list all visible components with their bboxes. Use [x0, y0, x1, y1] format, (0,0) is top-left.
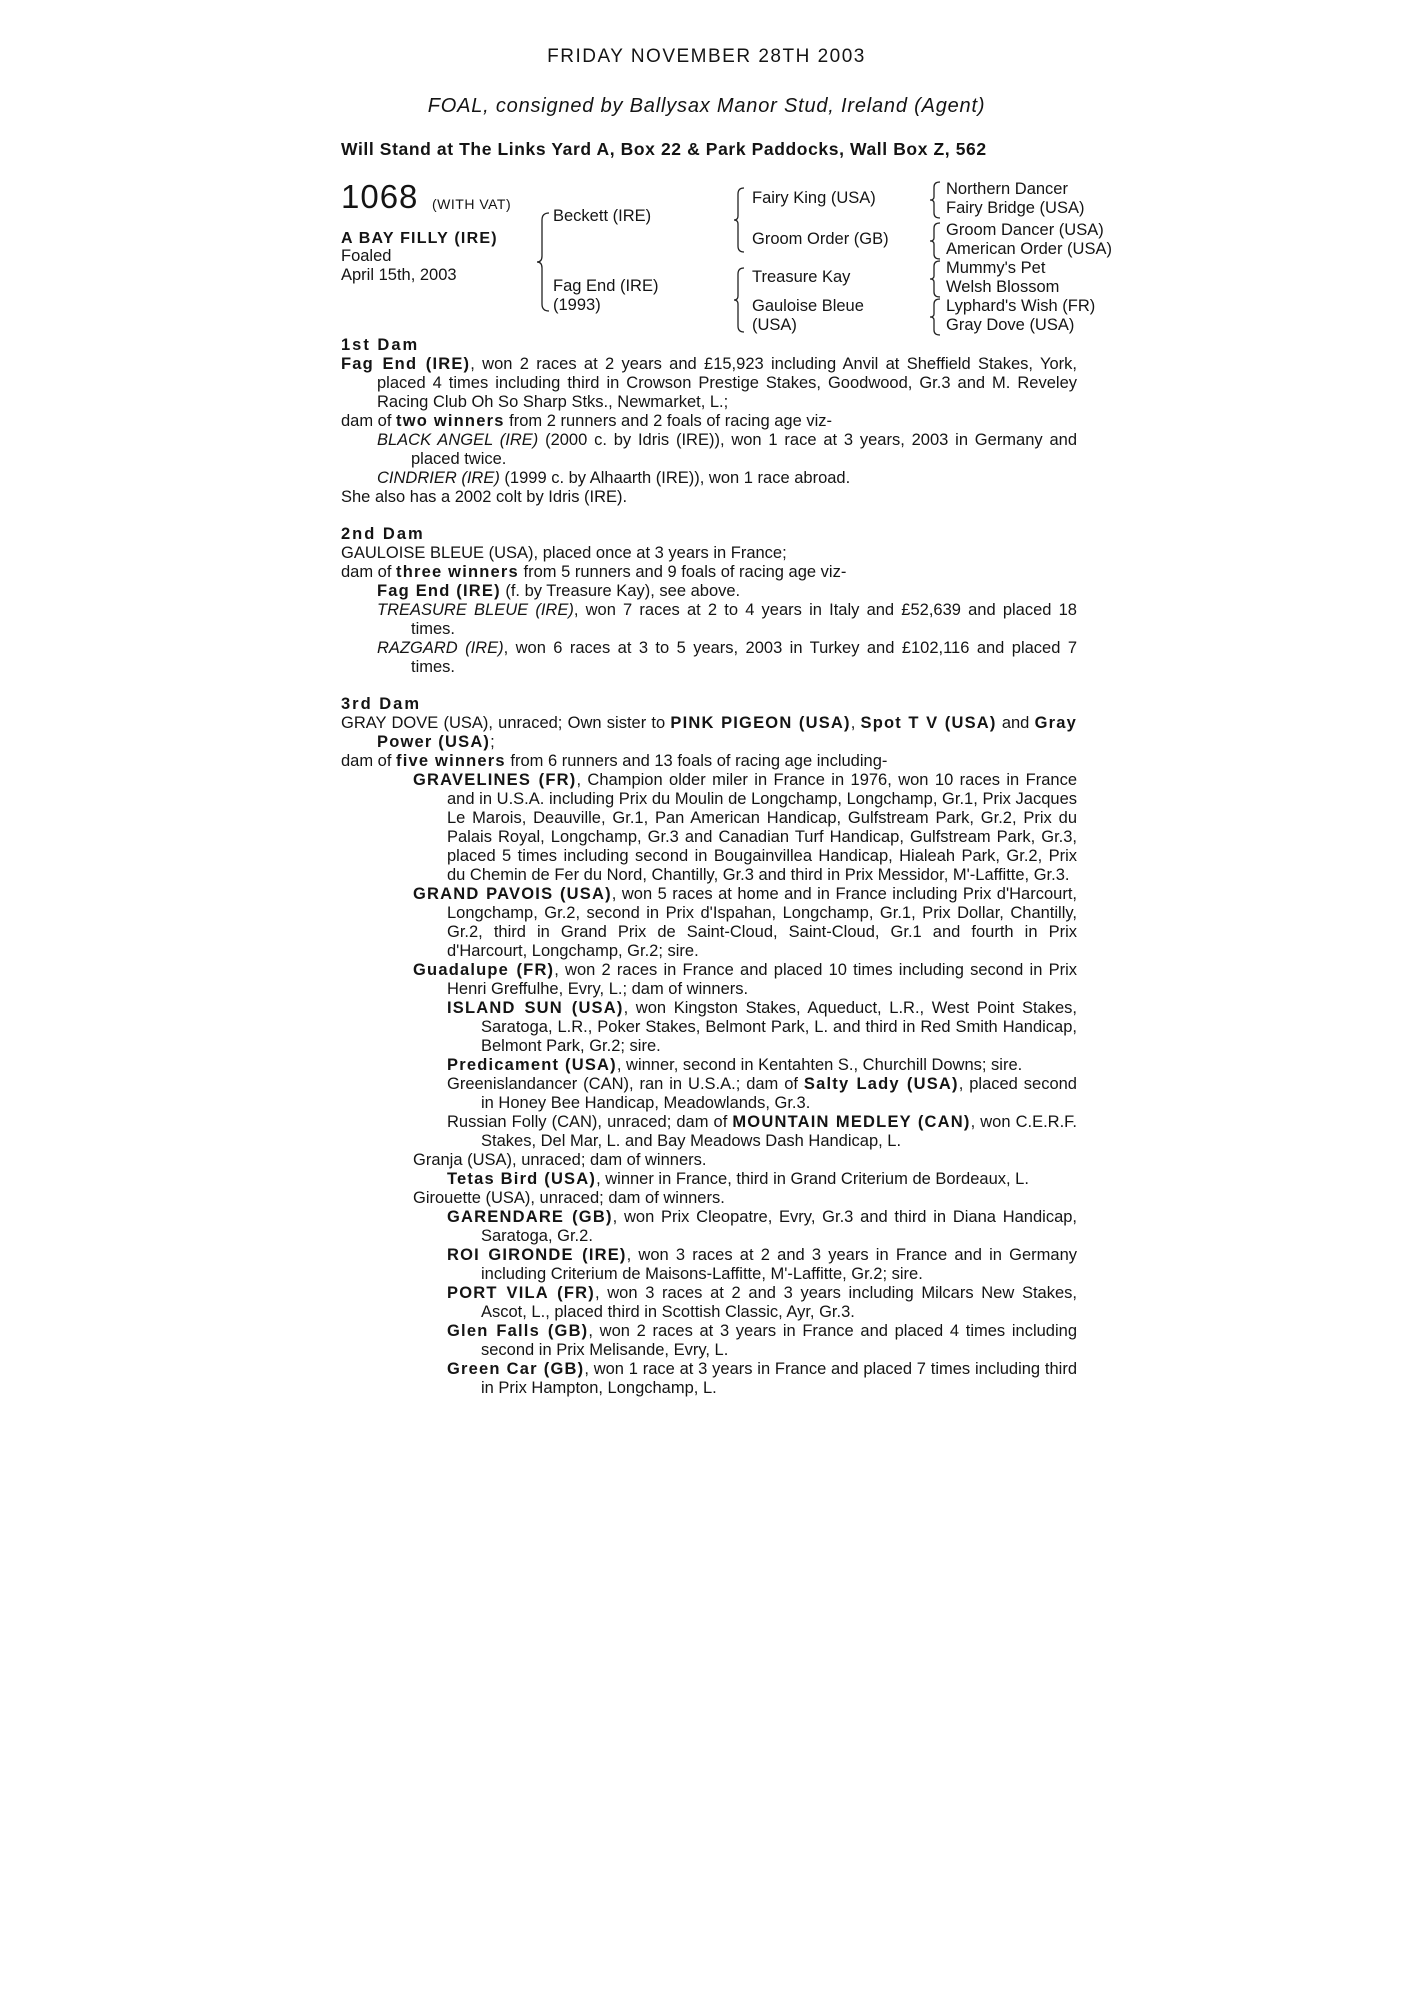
grandoffspring-roi-gironde: ROI GIRONDE (IRE), won 3 races at 2 and 3 years in France and in Germany including Criterium de Maisons-Laffitte, M'-Laffitte, Gr.2; sire. — [447, 1246, 1077, 1283]
pedigree-g8: Gray Dove (USA) — [946, 316, 1075, 334]
grandoffspring-green-car: Green Car (GB), won 1 race at 3 years in France and placed 7 times including third in Prix Hampton, Longchamp, L. — [447, 1360, 1077, 1397]
pedigree-g1: Northern Dancer — [946, 180, 1068, 198]
pedigree-sire-dam: Groom Order (GB) — [752, 230, 889, 248]
pedigree-brace-1 — [536, 212, 550, 312]
pedigree-brace-3a — [929, 181, 941, 219]
second-dam-offspring-3: RAZGARD (IRE), won 6 races at 3 to 5 years, 2003 in Turkey and £102,116 and placed 7 times. — [377, 639, 1077, 676]
pedigree-brace-3d — [929, 298, 941, 336]
grandoffspring-glen-falls: Glen Falls (GB), won 2 races at 3 years in France and placed 4 times including second in Prix Melisande, Evry, L. — [447, 1322, 1077, 1359]
horse-description: A BAY FILLY (IRE) — [341, 230, 498, 247]
first-dam-produce: dam of two winners from 2 runners and 2 foals of racing age viz- — [341, 412, 832, 430]
pedigree-dam: Fag End (IRE) — [553, 277, 659, 295]
pedigree-g7: Lyphard's Wish (FR) — [946, 297, 1096, 315]
pedigree-g6: Welsh Blossom — [946, 278, 1060, 296]
grandoffspring-island-sun: ISLAND SUN (USA), won Kingston Stakes, Aqueduct, L.R., West Point Stakes, Saratoga, L.R., Poker Stakes, Belmont Park, L. and third in Red Smith Handicap, Belmont Park, Gr.2; sire. — [447, 999, 1077, 1055]
foaled-label: Foaled — [341, 247, 392, 265]
pedigree-brace-2b — [733, 267, 745, 333]
second-dam-heading: 2nd Dam — [341, 525, 425, 543]
pedigree-g5: Mummy's Pet — [946, 259, 1046, 277]
offspring-grand-pavois: GRAND PAVOIS (USA), won 5 races at home and in France including Prix d'Harcourt, Longchamp, Gr.2, second in Prix d'Ispahan, Longchamp, Gr.1, Prix Dollar, Chantilly, Gr.2, third in Grand Prix de Saint-Cloud, Saint-Cloud, Gr.1 and fourth in Prix d'Harcourt, Longchamp, Gr.2; sire. — [413, 885, 1077, 960]
first-dam-heading: 1st Dam — [341, 336, 420, 354]
pedigree-brace-3b — [929, 222, 941, 260]
second-dam-section — [341, 544, 1077, 677]
pedigree-dam-year: (1993) — [553, 296, 601, 314]
third-dam-produce: dam of five winners from 6 runners and 13 foals of racing age including- — [341, 752, 888, 770]
third-dam-section — [341, 714, 1077, 1398]
first-dam-record: Fag End (IRE), won 2 races at 2 years and £15,923 including Anvil at Sheffield Stakes, York, placed 4 times including third in Crowson Prestige Stakes, Goodwood, Gr.3 and M. Reveley Racing Club Oh So Sharp Stks., Newmarket, L.; — [341, 355, 1077, 411]
pedigree-dam-dam-country: (USA) — [752, 316, 797, 334]
pedigree-g2: Fairy Bridge (USA) — [946, 199, 1085, 217]
grandoffspring-tetas-bird: Tetas Bird (USA), winner in France, third in Grand Criterium de Bordeaux, L. — [447, 1170, 1029, 1188]
foaled-date: April 15th, 2003 — [341, 266, 457, 284]
stand-location: Will Stand at The Links Yard A, Box 22 & Park Paddocks, Wall Box Z, 562 — [341, 139, 987, 159]
lot-number: 1068 — [341, 178, 419, 215]
grandoffspring-russian-folly: Russian Folly (CAN), unraced; dam of MOUNTAIN MEDLEY (CAN), won C.E.R.F. Stakes, Del Mar, L. and Bay Meadows Dash Handicap, L. — [447, 1113, 1077, 1150]
vat-note: (WITH VAT) — [432, 196, 512, 212]
offspring-granja: Granja (USA), unraced; dam of winners. — [413, 1151, 707, 1169]
offspring-gravelines: GRAVELINES (FR), Champion older miler in France in 1976, won 10 races in France and in U.S.A. including Prix du Moulin de Longchamp, Longchamp, Gr.1, Prix Jacques Le Marois, Deauville, Gr.1, Pan American Handicap, Gulfstream Park, Gr.2, Prix du Palais Royal, Longchamp, Gr.3 and Canadian Turf Handicap, Gulfstream Park, Gr.3, placed 5 times including second in Bougainvillea Handicap, Hialeah Park, Gr.2, Prix du Chemin de Fer du Nord, Chantilly, Gr.3 and third in Prix Messidor, M'-Laffitte, Gr.3. — [413, 771, 1077, 884]
second-dam-offspring-1: Fag End (IRE) (f. by Treasure Kay), see above. — [377, 582, 741, 600]
pedigree-sire: Beckett (IRE) — [553, 207, 652, 225]
grandoffspring-port-vila: PORT VILA (FR), won 3 races at 2 and 3 years including Milcars New Stakes, Ascot, L., placed third in Scottish Classic, Ayr, Gr.3. — [447, 1284, 1077, 1321]
pedigree-g4: American Order (USA) — [946, 240, 1112, 258]
third-dam-record: GRAY DOVE (USA), unraced; Own sister to PINK PIGEON (USA), Spot T V (USA) and Gray Power (USA); — [341, 714, 1078, 751]
grandoffspring-predicament: Predicament (USA), winner, second in Kentahten S., Churchill Downs; sire. — [447, 1056, 1023, 1074]
offspring-girouette: Girouette (USA), unraced; dam of winners. — [413, 1189, 725, 1207]
third-dam-heading: 3rd Dam — [341, 695, 422, 713]
sale-date: FRIDAY NOVEMBER 28TH 2003 — [547, 46, 866, 67]
second-dam-offspring-2: TREASURE BLEUE (IRE), won 7 races at 2 to 4 years in Italy and £52,639 and placed 18 times. — [377, 601, 1077, 638]
first-dam-also: She also has a 2002 colt by Idris (IRE). — [341, 488, 628, 506]
offspring-guadalupe: Guadalupe (FR), won 2 races in France and placed 10 times including second in Prix Henri Greffulhe, Evry, L.; dam of winners. — [413, 961, 1078, 998]
second-dam-produce: dam of three winners from 5 runners and 9 foals of racing age viz- — [341, 563, 847, 581]
first-dam-offspring-1: BLACK ANGEL (IRE) (2000 c. by Idris (IRE)), won 1 race at 3 years, 2003 in Germany and placed twice. — [377, 431, 1077, 468]
pedigree-brace-3c — [929, 260, 941, 298]
pedigree-dam-dam: Gauloise Bleue — [752, 297, 864, 315]
grandoffspring-greenislandancer: Greenislandancer (CAN), ran in U.S.A.; dam of Salty Lady (USA), placed second in Honey Bee Handicap, Meadowlands, Gr.3. — [447, 1075, 1077, 1112]
consignment-line: FOAL, consigned by Ballysax Manor Stud, Ireland (Agent) — [427, 95, 986, 117]
first-dam-section — [341, 355, 1077, 507]
pedigree-g3: Groom Dancer (USA) — [946, 221, 1104, 239]
second-dam-record: GAULOISE BLEUE (USA), placed once at 3 years in France; — [341, 544, 787, 562]
first-dam-offspring-2: CINDRIER (IRE) (1999 c. by Alhaarth (IRE)), won 1 race abroad. — [377, 469, 851, 487]
pedigree-brace-2a — [733, 187, 745, 253]
pedigree-sire-sire: Fairy King (USA) — [752, 189, 876, 207]
pedigree-dam-sire: Treasure Kay — [752, 268, 851, 286]
grandoffspring-garendare: GARENDARE (GB), won Prix Cleopatre, Evry, Gr.3 and third in Diana Handicap, Saratoga, Gr.2. — [447, 1208, 1078, 1245]
